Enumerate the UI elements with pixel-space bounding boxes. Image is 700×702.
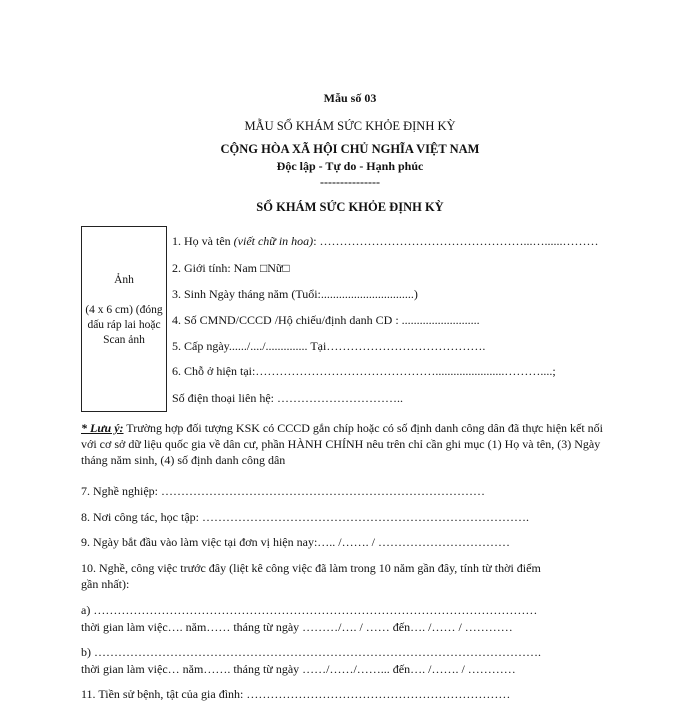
field-address: 6. Chỗ ở hiện tại:……………………………………….......................………....; <box>172 364 556 378</box>
field-full-name <box>172 234 599 249</box>
form-title: MẪU SỔ KHÁM SỨC KHỎE ĐỊNH KỲ <box>244 119 456 133</box>
job-a-line: a) ………………………………………………………………………………………………… <box>81 603 538 617</box>
field-full-name-hint: (viết chữ in hoa) <box>233 234 314 248</box>
field-phone: Số điện thoại liên hệ: ………………………….. <box>172 391 403 405</box>
photo-description: (4 x 6 cm) (đóng dấu ráp lai hoặc Scan ảnh <box>85 304 163 346</box>
field-birth-date: 3. Sinh Ngày tháng năm (Tuổi:...............................) <box>172 287 418 301</box>
field-id-number: 4. Số CMND/CCCD /Hộ chiếu/định danh CD : .......................... <box>172 313 480 327</box>
field-issue-date: 5. Cấp ngày....../..../.............. Tại…………………………………. <box>172 339 486 353</box>
nation-title: CỘNG HÒA XÃ HỘI CHỦ NGHĨA VIỆT NAM <box>220 142 480 156</box>
field-gender: 2. Giới tính: Nam □Nữ□ <box>172 261 290 275</box>
note-text: Trường hợp đối tượng KSK có CCCD gắn chíp hoặc có số định danh công dân đã thực hiện kết nối với cơ sở dữ liệu quốc gia về dân cư, phần HÀNH CHÍNH nêu trên chỉ cần ghi mục (1) Họ và tên, (3) Ngày tháng năm sinh, (4) số định danh công dân <box>81 421 604 467</box>
item-family-history: 11. Tiền sử bệnh, tật của gia đình: ………………………………………………………… <box>81 687 511 701</box>
item-occupation: 7. Nghề nghiệp: ……………………………………………………………………… <box>81 484 485 498</box>
photo-placeholder <box>81 226 167 412</box>
motto: Độc lập - Tự do - Hạnh phúc <box>276 159 424 173</box>
separator: --------------- <box>320 175 380 189</box>
field-full-name-dots: : ……………………………………………...…......……… <box>313 234 599 248</box>
form-number: Mẫu số 03 <box>323 91 377 105</box>
field-full-name-label: 1. Họ và tên <box>172 234 234 248</box>
note-paragraph <box>81 420 621 468</box>
photo-label: Ảnh <box>114 274 134 286</box>
item-previous-jobs: 10. Nghề, công việc trước đây (liệt kê công việc đã làm trong 10 năm gần đây, tính từ thời điểm <box>81 561 541 575</box>
item-start-date: 9. Ngày bắt đầu vào làm việc tại đơn vị hiện nay:….. /……. / …………………………… <box>81 535 510 549</box>
job-b-line: b) …………………………………………………………………………………………………. <box>81 645 541 659</box>
document-title: SỔ KHÁM SỨC KHỎE ĐỊNH KỲ <box>256 200 444 214</box>
item-workplace: 8. Nơi công tác, học tập: ………………………………………………………………………. <box>81 510 529 524</box>
note-label: * Lưu ý: <box>81 421 124 435</box>
job-a-duration: thời gian làm việc…. năm…… tháng từ ngày ………/…. / …… đến…. /…… / ………… <box>81 620 513 634</box>
job-b-duration: thời gian làm việc… năm……. tháng từ ngày ……/……/……... đến…. /……. / ………… <box>81 662 516 676</box>
item-previous-jobs-cont: gần nhất): <box>81 577 130 591</box>
